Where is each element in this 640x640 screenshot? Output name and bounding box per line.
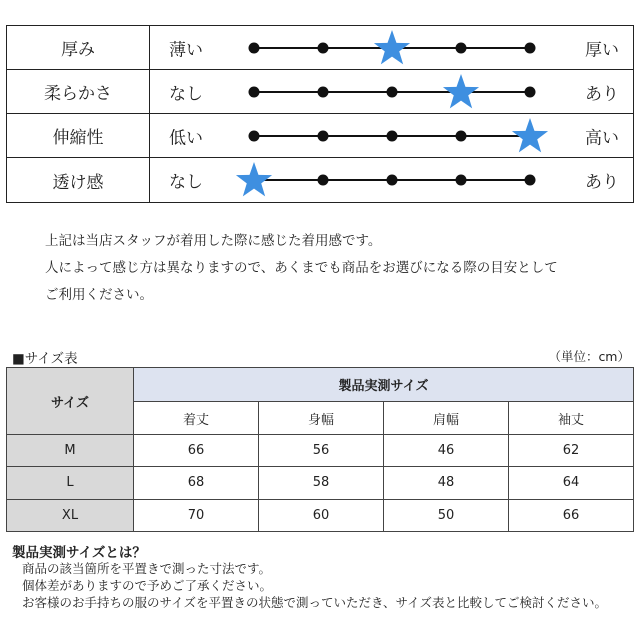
note-line: ご利用ください。 [45, 287, 153, 303]
footnote-title: 製品実測サイズとは？ [12, 545, 146, 561]
rating-row-sheerness [7, 158, 633, 202]
rating-label: 柔らかさ [7, 70, 150, 113]
table-row [7, 467, 634, 499]
rating-dot [249, 43, 260, 54]
size-column-header: 着丈 [134, 402, 259, 435]
size-value-cell: 66 [509, 499, 634, 531]
size-table-unit: （単位：cm） [548, 349, 630, 364]
rating-star-icon [443, 74, 479, 108]
size-column-header: 袖丈 [509, 402, 634, 435]
rating-dot [318, 175, 329, 186]
size-name-cell: XL [7, 499, 134, 531]
size-name-cell: L [7, 467, 134, 499]
size-header-group: 製品実測サイズ [134, 368, 634, 402]
size-table [6, 367, 634, 532]
rating-high-label: 厚い [585, 40, 619, 60]
size-value-cell: 60 [259, 499, 384, 531]
rating-star-icon [512, 118, 548, 152]
size-name-cell: M [7, 435, 134, 467]
rating-table [6, 25, 634, 203]
rating-dot [387, 87, 398, 98]
note-line: 上記は当店スタッフが着用した際に感じた着用感です。 [45, 233, 382, 249]
footnote-body [22, 560, 607, 611]
rating-dot [318, 131, 329, 142]
rating-dot [456, 131, 467, 142]
footnote-line: 個体差がありますので予めご了承ください。 [22, 578, 273, 593]
rating-dot [525, 175, 536, 186]
size-column-header: 身幅 [259, 402, 384, 435]
rating-dot [525, 43, 536, 54]
rating-row-thickness [7, 26, 633, 70]
rating-scale [150, 26, 633, 69]
size-header-corner: サイズ [7, 368, 134, 435]
rating-label: 伸縮性 [7, 114, 150, 157]
size-value-cell: 64 [509, 467, 634, 499]
rating-dot [318, 43, 329, 54]
rating-dot [318, 87, 329, 98]
rating-scale-graphic [150, 158, 633, 200]
size-value-cell: 46 [384, 435, 509, 467]
rating-scale [150, 114, 633, 157]
size-value-cell: 48 [384, 467, 509, 499]
rating-dot [525, 87, 536, 98]
table-row [7, 499, 634, 531]
note-line: 人によって感じ方は異なりますので、あくまでも商品をお選びになる際の目安として [45, 260, 558, 276]
rating-dot [249, 87, 260, 98]
rating-scale-graphic [150, 26, 633, 68]
rating-star-icon [374, 30, 410, 64]
rating-scale [150, 158, 633, 202]
rating-high-label: あり [585, 172, 619, 193]
rating-low-label: なし [169, 172, 203, 193]
rating-high-label: あり [585, 84, 619, 104]
rating-scale-graphic [150, 70, 633, 112]
size-value-cell: 62 [509, 435, 634, 467]
size-value-cell: 58 [259, 467, 384, 499]
rating-low-label: 薄い [169, 40, 203, 60]
fit-note [45, 228, 558, 309]
rating-scale [150, 70, 633, 113]
rating-dot [456, 43, 467, 54]
table-row [7, 435, 634, 467]
rating-dot [456, 175, 467, 186]
size-column-header: 肩幅 [384, 402, 509, 435]
rating-row-stretch [7, 114, 633, 158]
rating-star-icon [236, 162, 272, 196]
rating-low-label: なし [169, 84, 203, 104]
rating-dot [387, 175, 398, 186]
rating-dot [387, 131, 398, 142]
footnote-line: お客様のお手持ちの服のサイズを平置きの状態で測っていただき、サイズ表と比較してご検討ください。 [22, 595, 608, 610]
rating-high-label: 高い [585, 128, 619, 148]
size-value-cell: 70 [134, 499, 259, 531]
footnote-line: 商品の該当箇所を平置きで測った寸法です。 [22, 561, 272, 576]
rating-label: 透け感 [7, 158, 150, 202]
rating-row-softness [7, 70, 633, 114]
size-value-cell: 68 [134, 467, 259, 499]
rating-label: 厚み [7, 26, 150, 69]
rating-scale-graphic [150, 114, 633, 156]
size-value-cell: 50 [384, 499, 509, 531]
size-value-cell: 56 [259, 435, 384, 467]
size-value-cell: 66 [134, 435, 259, 467]
size-table-title: ■サイズ表 [12, 351, 78, 367]
rating-low-label: 低い [169, 128, 203, 148]
rating-dot [249, 131, 260, 142]
